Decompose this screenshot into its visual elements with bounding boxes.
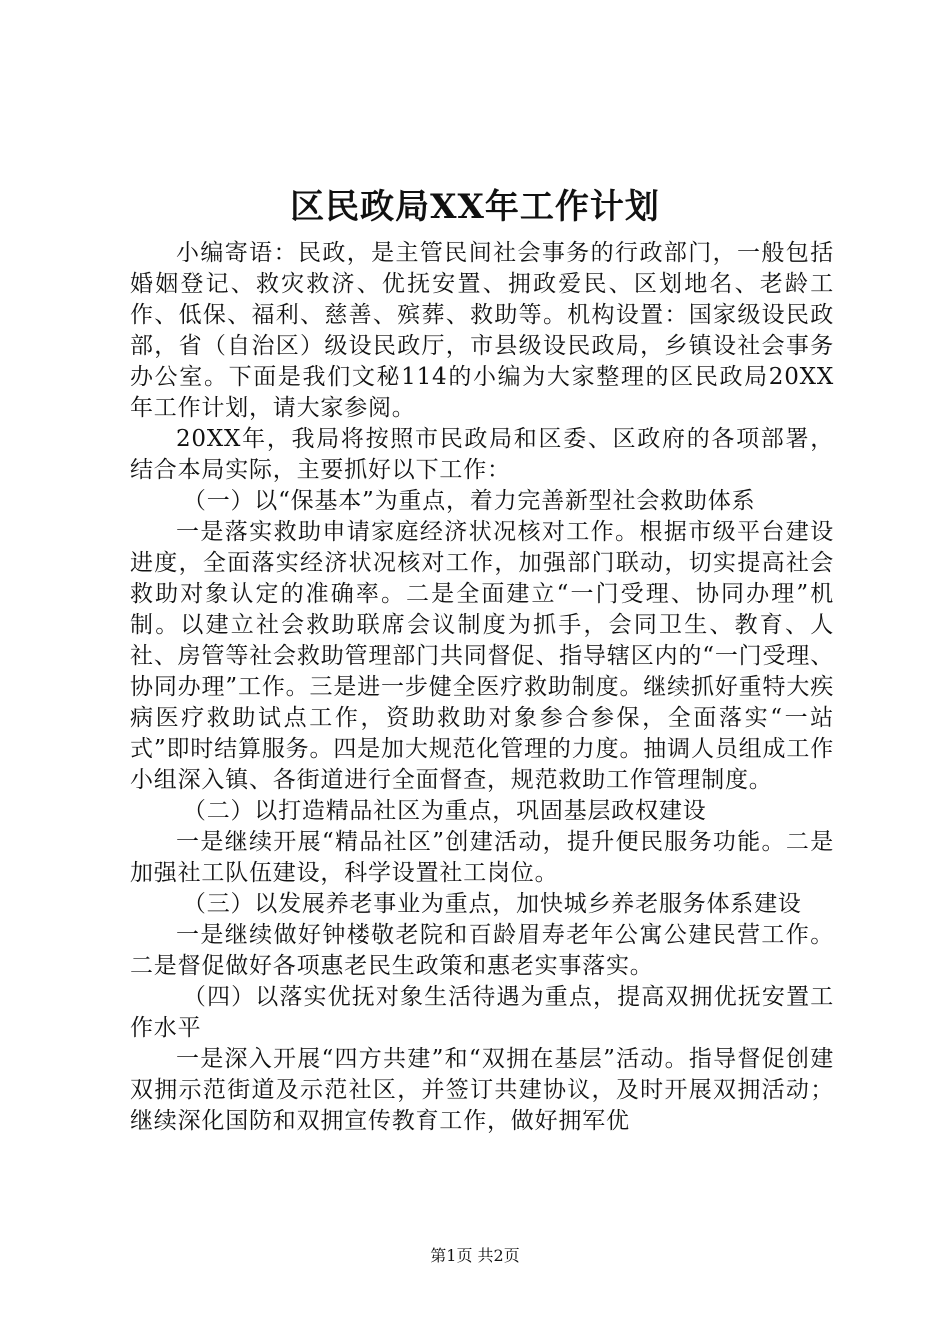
paragraph-intro: 小编寄语：民政，是主管民间社会事务的行政部门，一般包括婚姻登记、救灾救济、优抚安置、拥政爱民、区划地名、老龄工作、低保、福利、慈善、殡葬、救助等。机构设置：国家级设民政部，省（自治区）级设民政厅，市县级设民政局，乡镇设社会事务办公室。下面是我们文秘114的小编为大家整理的区民政局20XX年工作计划，请大家参阅。 — [130, 240, 834, 421]
paragraph-section-2: 一是继续开展“精品社区”创建活动，提升便民服务功能。二是加强社工队伍建设，科学设置社工岗位。 — [130, 829, 834, 886]
section-heading-3: （三）以发展养老事业为重点，加快城乡养老服务体系建设 — [182, 891, 802, 917]
page-number-footer: 第1页 共2页 — [430, 1246, 520, 1265]
section-heading-2: （二）以打造精品社区为重点，巩固基层政权建设 — [182, 798, 707, 824]
section-heading-4: （四）以落实优抚对象生活待遇为重点，提高双拥优抚安置工作水平 — [130, 984, 834, 1041]
paragraph-section-1: 一是落实救助申请家庭经济状况核对工作。根据市级平台建设进度，全面落实经济状况核对工作，加强部门联动，切实提高社会救助对象认定的准确率。二是全面建立“一门受理、协同办理”机制。以建立社会救助联席会议制度为抓手，会同卫生、教育、人社、房管等社会救助管理部门共同督促、指导辖区内的“一门受理、协同办理”工作。三是进一步健全医疗救助制度。继续抓好重特大疾病医疗救助试点工作，资助救助对象参合参保，全面落实“一站式”即时结算服务。四是加大规范化管理的力度。抽调人员组成工作小组深入镇、各街道进行全面督查，规范救助工作管理制度。 — [130, 519, 834, 793]
paragraph-overview: 20XX年，我局将按照市民政局和区委、区政府的各项部署，结合本局实际，主要抓好以下工作： — [130, 426, 834, 483]
section-heading-1: （一）以“保基本”为重点，着力完善新型社会救助体系 — [182, 488, 756, 514]
page-title: 区民政局XX年工作计划 — [290, 187, 660, 227]
document-body — [130, 238, 834, 1137]
paragraph-section-4: 一是深入开展“四方共建”和“双拥在基层”活动。指导督促创建双拥示范街道及示范社区，并签订共建协议，及时开展双拥活动；继续深化国防和双拥宣传教育工作，做好拥军优 — [130, 1046, 834, 1134]
paragraph-section-3: 一是继续做好钟楼敬老院和百龄眉寿老年公寓公建民营工作。二是督促做好各项惠老民生政策和惠老实事落实。 — [130, 922, 834, 979]
